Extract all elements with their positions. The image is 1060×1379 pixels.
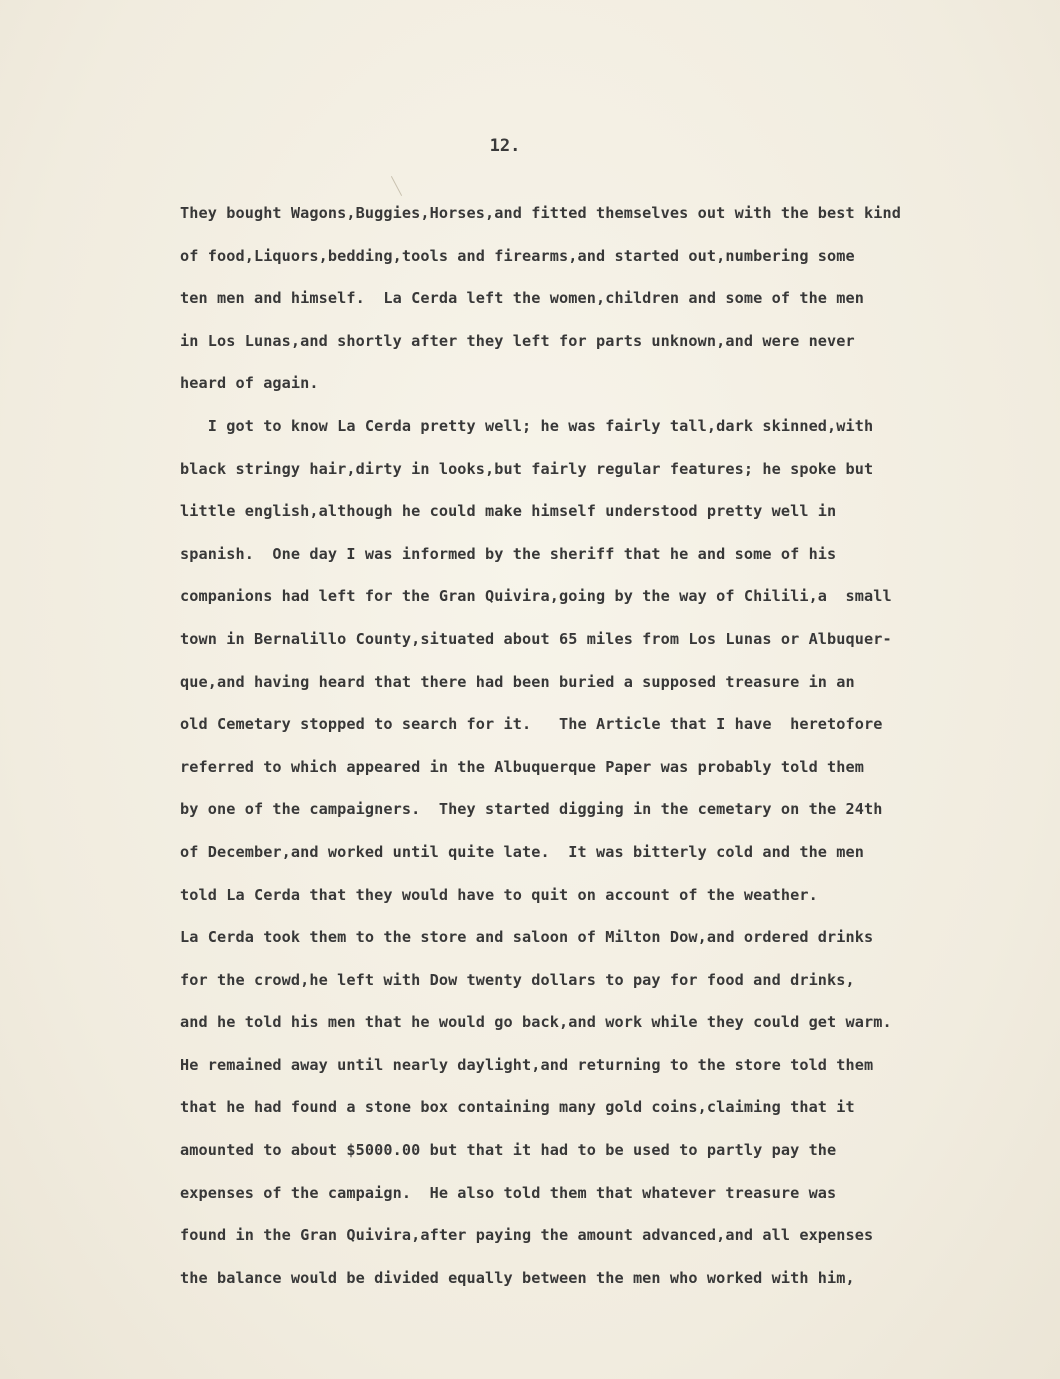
text-line: heard of again. bbox=[180, 374, 319, 393]
text-line: of food,Liquors,bedding,tools and firearms,and started out,numbering some bbox=[180, 246, 855, 265]
text-line: found in the Gran Quivira,after paying the amount advanced,and all expenses bbox=[180, 1226, 874, 1245]
text-line: told La Cerda that they would have to quit on account of the weather. bbox=[180, 885, 818, 904]
text-line: He remained away until nearly daylight,and returning to the store told them bbox=[180, 1055, 874, 1074]
text-line: old Cemetary stopped to search for it. The Article that I have heretofore bbox=[180, 715, 883, 734]
text-line: La Cerda took them to the store and saloon of Milton Dow,and ordered drinks bbox=[180, 928, 874, 947]
text-line: for the crowd,he left with Dow twenty dollars to pay for food and drinks, bbox=[180, 970, 855, 989]
text-line: I got to know La Cerda pretty well; he was fairly tall,dark skinned,with bbox=[180, 416, 874, 435]
text-line: in Los Lunas,and shortly after they left for parts unknown,and were never bbox=[180, 331, 855, 350]
text-line: They bought Wagons,Buggies,Horses,and fitted themselves out with the best kind bbox=[180, 204, 902, 222]
text-line: the balance would be divided equally between the men who worked with him, bbox=[180, 1268, 855, 1287]
text-line: that he had found a stone box containing many gold coins,claiming that it bbox=[180, 1098, 855, 1117]
text-line: little english,although he could make himself understood pretty well in bbox=[180, 502, 837, 521]
text-line: ten men and himself. La Cerda left the women,children and some of the men bbox=[180, 289, 865, 308]
text-line: and he told his men that he would go back,and work while they could get warm. bbox=[180, 1013, 892, 1032]
text-line: que,and having heard that there had been buried a supposed treasure in an bbox=[180, 672, 855, 691]
text-line: expenses of the campaign. He also told them that whatever treasure was bbox=[180, 1183, 837, 1202]
paper-crease bbox=[391, 176, 402, 196]
text-line: companions had left for the Gran Quivira,going by the way of Chilili,a small bbox=[180, 587, 892, 606]
text-line: town in Bernalillo County,situated about 65 miles from Los Lunas or Albuquer- bbox=[180, 629, 892, 648]
page-number: 12. bbox=[489, 136, 521, 156]
body-text bbox=[180, 200, 1020, 1307]
text-line: spanish. One day I was informed by the sheriff that he and some of his bbox=[180, 544, 837, 563]
text-line: amounted to about $5000.00 but that it had to be used to partly pay the bbox=[180, 1141, 837, 1160]
text-line: by one of the campaigners. They started digging in the cemetary on the 24th bbox=[180, 800, 883, 819]
text-line: of December,and worked until quite late. It was bitterly cold and the men bbox=[180, 842, 865, 861]
text-line: black stringy hair,dirty in looks,but fairly regular features; he spoke but bbox=[180, 459, 874, 478]
text-line: referred to which appeared in the Albuquerque Paper was probably told them bbox=[180, 757, 865, 776]
